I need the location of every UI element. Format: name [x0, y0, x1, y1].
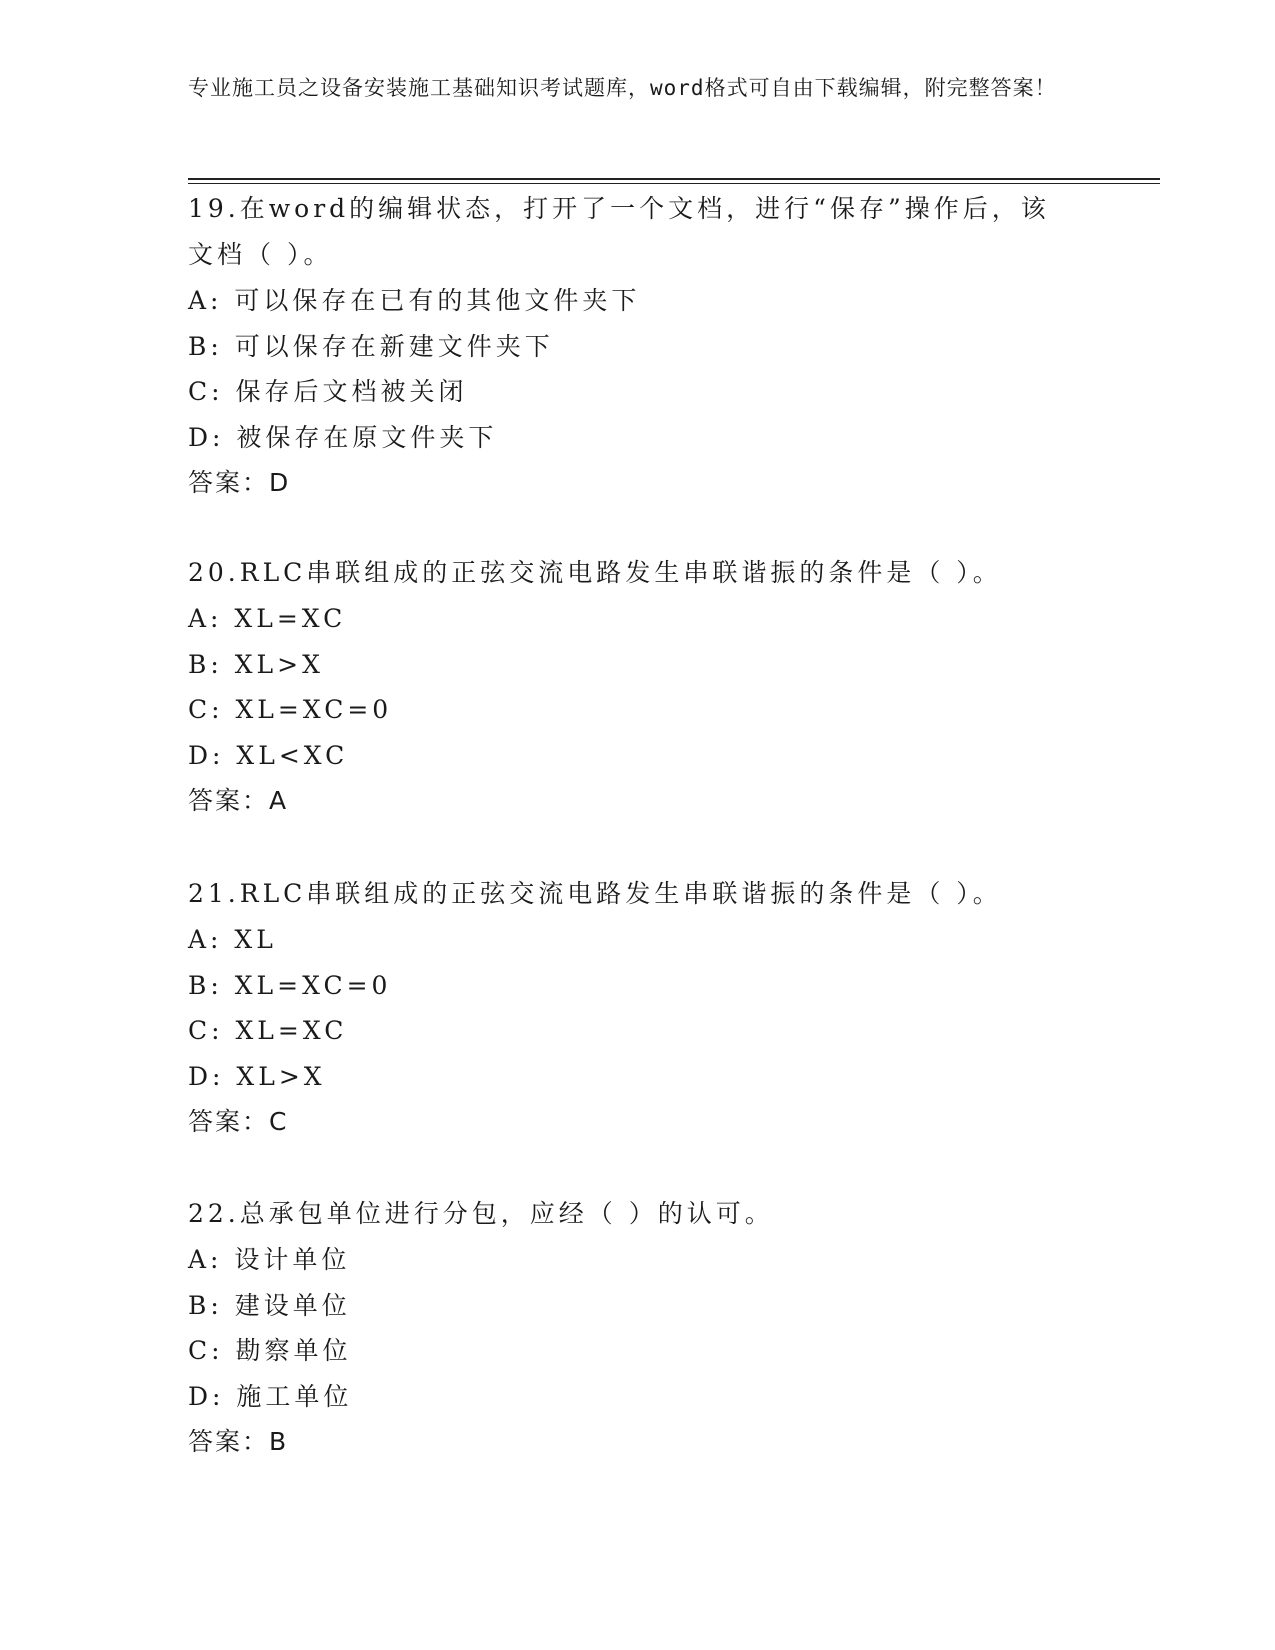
option-d: D: XL<XC [188, 740, 349, 770]
option-b: B: XL=XC=0 [188, 970, 392, 1000]
option-b: B: XL>X [188, 649, 324, 679]
option-c: C: XL=XC [188, 1016, 348, 1045]
option-d: D: 施工单位 [188, 1381, 353, 1411]
question-20 [188, 550, 1068, 824]
option-c: C: 保存后文档被关闭 [188, 377, 468, 406]
option-b: B: 可以保存在新建文件夹下 [188, 331, 554, 361]
option-b: B: 建设单位 [188, 1290, 351, 1320]
option-a: A: XL [188, 925, 277, 954]
answer: 答案：D [188, 468, 291, 497]
option-c: C: 勘察单位 [188, 1336, 352, 1365]
option-c: C: XL=XC=0 [188, 695, 393, 724]
option-d: D: 被保存在原文件夹下 [188, 422, 498, 452]
document-header: 专业施工员之设备安装施工基础知识考试题库，word格式可自由下载编辑，附完整答案！ [188, 76, 1057, 100]
option-a: A: 设计单位 [188, 1245, 351, 1274]
question-stem: 21.RLC串联组成的正弦交流电路发生串联谐振的条件是（ ）。 [188, 879, 1002, 908]
option-a: A: 可以保存在已有的其他文件夹下 [188, 286, 641, 315]
question-22 [188, 1191, 1068, 1465]
answer: 答案：A [188, 786, 289, 815]
header-divider-thin [188, 183, 1160, 184]
answer: 答案：B [188, 1427, 289, 1456]
question-21 [188, 871, 1068, 1145]
question-stem: 19.在word的编辑状态，打开了一个文档，进行“保存”操作后，该文档（ ）。 [188, 194, 1050, 269]
question-stem: 20.RLC串联组成的正弦交流电路发生串联谐振的条件是（ ）。 [188, 558, 1002, 587]
question-19 [188, 186, 1068, 506]
option-a: A: XL=XC [188, 604, 347, 633]
header-divider [188, 178, 1160, 180]
question-stem: 22.总承包单位进行分包，应经（ ）的认可。 [188, 1199, 774, 1228]
option-d: D: XL>X [188, 1061, 326, 1091]
answer: 答案：C [188, 1107, 289, 1136]
